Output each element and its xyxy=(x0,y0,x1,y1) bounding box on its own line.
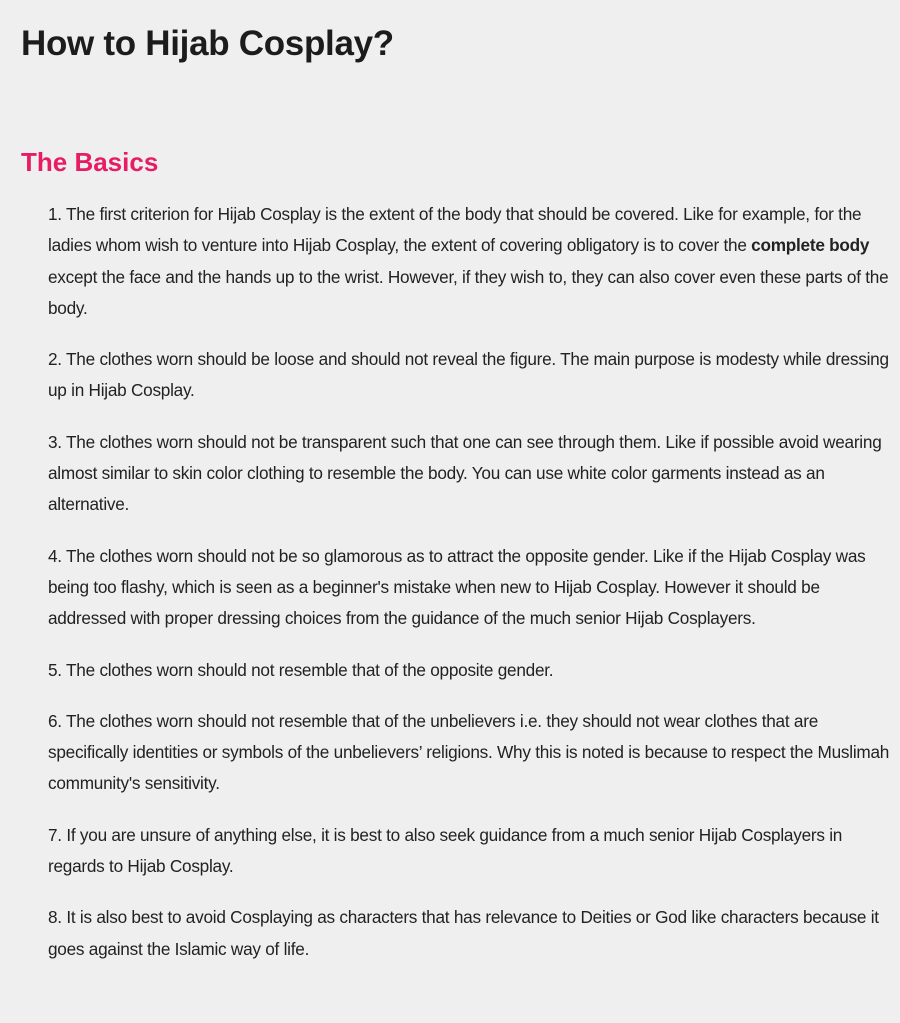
rule-item-3: 3. The clothes worn should not be transparent such that one can see through them. Like if possible avoid wearing almost similar to skin color clothing to resemble the body. You can use white color garments instead as an alternative. xyxy=(48,431,882,515)
rule-1-text-end: except the face and the hands up to the wrist. However, if they wish to, they can also cover even these parts of the body. xyxy=(48,266,889,318)
rule-item-4: 4. The clothes worn should not be so glamorous as to attract the opposite gender. Like if the Hijab Cosplay was being too flashy, which is seen as a beginner's mistake when new to Hijab Cosplay. However it should be addressed with proper dressing choices from the guidance of the much senior Hijab Cosplayers. xyxy=(48,545,866,629)
rule-item-7: 7. If you are unsure of anything else, it is best to also seek guidance from a much senior Hijab Cosplayers in regards to Hijab Cosplay. xyxy=(48,824,843,877)
page-title: How to Hijab Cosplay? xyxy=(21,24,394,63)
rule-item-8: 8. It is also best to avoid Cosplaying as characters that has relevance to Deities or God like characters because it goes against the Islamic way of life. xyxy=(48,907,879,959)
rule-item-1 xyxy=(48,199,890,324)
rule-1-text-start: 1. The first criterion for Hijab Cosplay is the extent of the body that should be covered. Like for example, for the ladies whom wish to venture into Hijab Cosplay, the extent of covering obligatory is to cover the xyxy=(48,204,862,256)
rule-1-bold-text: complete body xyxy=(751,235,870,256)
rule-item-5: 5. The clothes worn should not resemble that of the opposite gender. xyxy=(48,659,554,680)
rule-item-2: 2. The clothes worn should be loose and should not reveal the figure. The main purpose is modesty while dressing up in Hijab Cosplay. xyxy=(48,349,889,401)
rules-list xyxy=(48,199,890,985)
section-heading-basics: The Basics xyxy=(21,147,159,177)
rule-item-6: 6. The clothes worn should not resemble that of the unbelievers i.e. they should not wear clothes that are specifically identities or symbols of the unbelievers’ religions. Why this is noted is because to respect the Muslimah community's sensitivity. xyxy=(48,710,890,794)
